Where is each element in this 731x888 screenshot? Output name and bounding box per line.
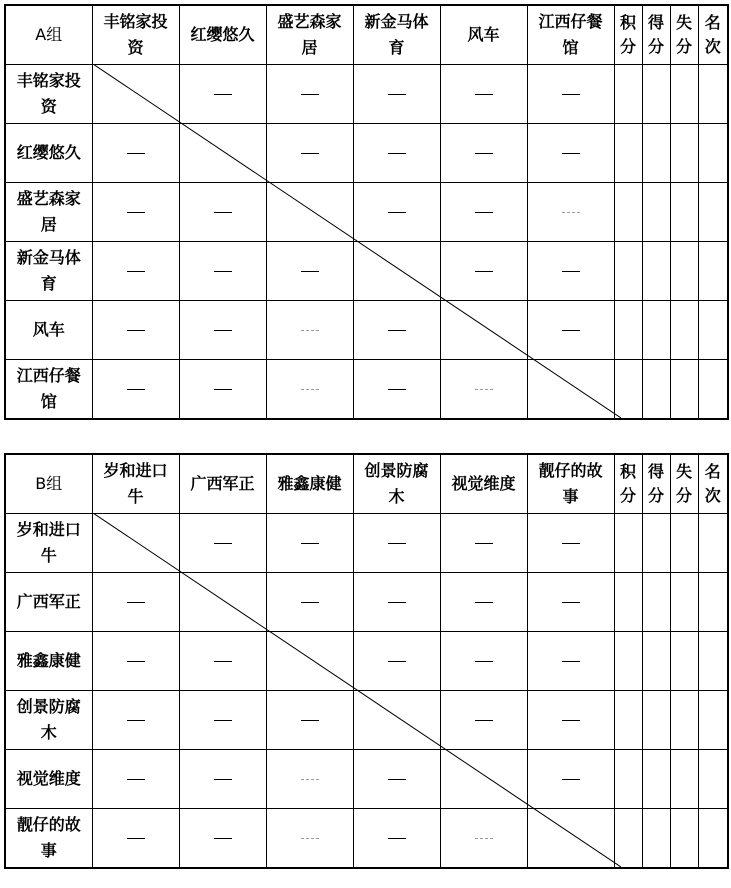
- row-team-header: [5, 124, 92, 183]
- table-row: [5, 301, 728, 360]
- match-result-cell: [353, 65, 440, 124]
- team-name: 雅鑫康健: [277, 474, 342, 493]
- no-result-dash: [301, 271, 319, 272]
- no-result-dash: [301, 543, 319, 544]
- stat-column-header: [698, 454, 728, 514]
- match-result-cell: [440, 65, 527, 124]
- match-result-cell: [179, 632, 266, 691]
- match-result-cell: [92, 242, 179, 301]
- no-result-dash: [214, 720, 232, 721]
- self-match-cell: [527, 360, 614, 420]
- match-result-cell: [266, 242, 353, 301]
- stat-label: 得分: [647, 12, 664, 56]
- team-name: 靓仔的故事: [16, 815, 81, 860]
- no-result-dash: [301, 838, 319, 839]
- match-result-cell: [266, 124, 353, 183]
- match-result-cell: [527, 750, 614, 809]
- match-result-cell: [92, 360, 179, 420]
- no-result-dash: [301, 330, 319, 331]
- no-result-dash: [475, 838, 493, 839]
- no-result-dash: [388, 661, 406, 662]
- column-team-header: [266, 5, 353, 65]
- match-result-cell: [353, 809, 440, 869]
- column-team-header: [179, 5, 266, 65]
- self-match-cell: [266, 183, 353, 242]
- match-result-cell: [527, 691, 614, 750]
- self-match-cell: [92, 65, 179, 124]
- stat-label: 失分: [675, 461, 692, 505]
- no-result-dash: [214, 94, 232, 95]
- table-row: [5, 242, 728, 301]
- no-result-dash: [388, 389, 406, 390]
- no-result-dash: [562, 720, 580, 721]
- team-name: 盛艺森家居: [16, 189, 81, 234]
- stat-value-cell: [614, 124, 642, 183]
- match-result-cell: [179, 360, 266, 420]
- stat-value-cell: [698, 183, 728, 242]
- no-result-dash: [214, 271, 232, 272]
- stat-column-header: [670, 454, 698, 514]
- stat-value-cell: [670, 573, 698, 632]
- row-team-header: [5, 242, 92, 301]
- stat-value-cell: [642, 514, 670, 573]
- match-result-cell: [92, 124, 179, 183]
- match-result-cell: [179, 242, 266, 301]
- no-result-dash: [301, 779, 319, 780]
- no-result-dash: [301, 389, 319, 390]
- no-result-dash: [562, 153, 580, 154]
- row-team-header: [5, 65, 92, 124]
- stat-value-cell: [614, 183, 642, 242]
- row-team-header: [5, 632, 92, 691]
- table-row: [5, 124, 728, 183]
- no-result-dash: [475, 389, 493, 390]
- stat-value-cell: [614, 242, 642, 301]
- column-team-header: [527, 5, 614, 65]
- stat-value-cell: [642, 183, 670, 242]
- team-name: 广西军正: [16, 592, 81, 611]
- no-result-dash: [475, 543, 493, 544]
- no-result-dash: [388, 779, 406, 780]
- column-team-header: [92, 454, 179, 514]
- no-result-dash: [562, 543, 580, 544]
- stat-label: 积分: [619, 12, 636, 56]
- team-name: 红缨悠久: [190, 25, 255, 44]
- match-result-cell: [92, 183, 179, 242]
- row-team-header: [5, 573, 92, 632]
- stat-value-cell: [642, 301, 670, 360]
- match-result-cell: [266, 573, 353, 632]
- no-result-dash: [388, 602, 406, 603]
- stat-value-cell: [698, 514, 728, 573]
- match-result-cell: [266, 809, 353, 869]
- match-result-cell: [440, 809, 527, 869]
- stat-value-cell: [642, 360, 670, 420]
- stat-column-header: [670, 5, 698, 65]
- stat-value-cell: [698, 301, 728, 360]
- stat-value-cell: [614, 809, 642, 869]
- group-a-table: [4, 4, 727, 420]
- team-name: 视觉维度: [451, 474, 516, 493]
- column-team-header: [353, 454, 440, 514]
- stat-value-cell: [670, 360, 698, 420]
- no-result-dash: [127, 212, 145, 213]
- stat-value-cell: [670, 301, 698, 360]
- row-team-header: [5, 301, 92, 360]
- team-name: 岁和进口牛: [16, 520, 81, 565]
- no-result-dash: [214, 212, 232, 213]
- stat-column-header: [614, 454, 642, 514]
- column-team-header: [440, 454, 527, 514]
- stat-value-cell: [698, 573, 728, 632]
- match-result-cell: [266, 514, 353, 573]
- match-result-cell: [92, 632, 179, 691]
- team-name: 江西仔餐馆: [16, 366, 81, 411]
- no-result-dash: [475, 271, 493, 272]
- no-result-dash: [214, 838, 232, 839]
- group-label: A组: [5, 5, 92, 65]
- stat-value-cell: [642, 809, 670, 869]
- column-team-header: [266, 454, 353, 514]
- match-result-cell: [440, 573, 527, 632]
- match-result-cell: [353, 360, 440, 420]
- no-result-dash: [562, 779, 580, 780]
- stat-value-cell: [614, 691, 642, 750]
- match-result-cell: [527, 301, 614, 360]
- match-result-cell: [440, 242, 527, 301]
- no-result-dash: [388, 94, 406, 95]
- table-row: [5, 750, 728, 809]
- stat-label: 积分: [619, 461, 636, 505]
- match-result-cell: [179, 65, 266, 124]
- match-result-cell: [440, 691, 527, 750]
- match-result-cell: [179, 809, 266, 869]
- no-result-dash: [301, 720, 319, 721]
- no-result-dash: [127, 271, 145, 272]
- match-result-cell: [92, 573, 179, 632]
- row-team-header: [5, 691, 92, 750]
- self-match-cell: [353, 242, 440, 301]
- row-team-header: [5, 809, 92, 869]
- stat-value-cell: [614, 65, 642, 124]
- match-result-cell: [179, 691, 266, 750]
- table-row: [5, 809, 728, 869]
- match-result-cell: [527, 514, 614, 573]
- group-label: B组: [5, 454, 92, 514]
- round-robin-table: [4, 4, 729, 420]
- team-name: 丰铭家投资: [16, 71, 81, 116]
- column-team-header: [527, 454, 614, 514]
- no-result-dash: [475, 212, 493, 213]
- no-result-dash: [562, 94, 580, 95]
- match-result-cell: [527, 183, 614, 242]
- match-result-cell: [266, 301, 353, 360]
- match-result-cell: [92, 691, 179, 750]
- team-name: 江西仔餐馆: [538, 12, 603, 57]
- table-row: [5, 65, 728, 124]
- stat-value-cell: [698, 242, 728, 301]
- row-team-header: [5, 183, 92, 242]
- table-row: [5, 360, 728, 420]
- match-result-cell: [353, 124, 440, 183]
- no-result-dash: [214, 543, 232, 544]
- self-match-cell: [266, 632, 353, 691]
- team-name: 创景防腐木: [16, 697, 81, 742]
- table-row: [5, 691, 728, 750]
- self-match-cell: [179, 573, 266, 632]
- no-result-dash: [301, 153, 319, 154]
- no-result-dash: [475, 661, 493, 662]
- no-result-dash: [127, 838, 145, 839]
- match-result-cell: [179, 301, 266, 360]
- match-result-cell: [527, 65, 614, 124]
- team-name: 新金马体育: [16, 248, 81, 293]
- no-result-dash: [475, 720, 493, 721]
- match-result-cell: [179, 750, 266, 809]
- team-name: 风车: [467, 25, 500, 44]
- no-result-dash: [214, 779, 232, 780]
- stat-value-cell: [698, 750, 728, 809]
- no-result-dash: [388, 543, 406, 544]
- stat-value-cell: [614, 360, 642, 420]
- self-match-cell: [353, 691, 440, 750]
- stat-value-cell: [614, 301, 642, 360]
- match-result-cell: [527, 632, 614, 691]
- match-result-cell: [440, 124, 527, 183]
- match-result-cell: [440, 514, 527, 573]
- no-result-dash: [388, 212, 406, 213]
- stat-value-cell: [642, 65, 670, 124]
- column-team-header: [92, 5, 179, 65]
- no-result-dash: [388, 330, 406, 331]
- match-result-cell: [92, 750, 179, 809]
- row-team-header: [5, 750, 92, 809]
- match-result-cell: [266, 360, 353, 420]
- match-result-cell: [266, 65, 353, 124]
- match-result-cell: [527, 573, 614, 632]
- column-team-header: [440, 5, 527, 65]
- self-match-cell: [527, 809, 614, 869]
- stat-value-cell: [698, 65, 728, 124]
- stat-label: 失分: [675, 12, 692, 56]
- no-result-dash: [475, 602, 493, 603]
- match-result-cell: [92, 809, 179, 869]
- self-match-cell: [92, 514, 179, 573]
- no-result-dash: [127, 389, 145, 390]
- stat-value-cell: [670, 691, 698, 750]
- table-row: [5, 632, 728, 691]
- stat-value-cell: [642, 573, 670, 632]
- no-result-dash: [214, 661, 232, 662]
- no-result-dash: [475, 94, 493, 95]
- table-row: [5, 183, 728, 242]
- self-match-cell: [440, 301, 527, 360]
- match-result-cell: [527, 242, 614, 301]
- team-name: 丰铭家投资: [103, 12, 168, 57]
- stat-value-cell: [614, 632, 642, 691]
- round-robin-table: [4, 453, 729, 869]
- no-result-dash: [301, 602, 319, 603]
- table-row: [5, 514, 728, 573]
- match-result-cell: [353, 573, 440, 632]
- stat-value-cell: [670, 124, 698, 183]
- stat-column-header: [642, 5, 670, 65]
- stat-value-cell: [642, 632, 670, 691]
- stat-value-cell: [670, 183, 698, 242]
- match-result-cell: [266, 691, 353, 750]
- stat-value-cell: [670, 242, 698, 301]
- team-name: 靓仔的故事: [538, 461, 603, 506]
- match-result-cell: [440, 632, 527, 691]
- header-row: [5, 454, 728, 514]
- stat-label: 名次: [704, 12, 721, 56]
- column-team-header: [353, 5, 440, 65]
- stat-label: 得分: [647, 461, 664, 505]
- match-result-cell: [92, 301, 179, 360]
- stat-value-cell: [698, 691, 728, 750]
- stat-value-cell: [642, 691, 670, 750]
- stat-value-cell: [670, 632, 698, 691]
- no-result-dash: [127, 779, 145, 780]
- no-result-dash: [562, 330, 580, 331]
- stat-value-cell: [698, 809, 728, 869]
- no-result-dash: [475, 153, 493, 154]
- team-name: 红缨悠久: [16, 143, 81, 162]
- no-result-dash: [388, 153, 406, 154]
- no-result-dash: [214, 330, 232, 331]
- row-team-header: [5, 514, 92, 573]
- stat-column-header: [614, 5, 642, 65]
- group-b-table: [4, 453, 727, 869]
- no-result-dash: [127, 153, 145, 154]
- stat-value-cell: [670, 65, 698, 124]
- no-result-dash: [301, 94, 319, 95]
- match-result-cell: [353, 750, 440, 809]
- team-name: 新金马体育: [364, 12, 429, 57]
- stat-value-cell: [670, 809, 698, 869]
- no-result-dash: [388, 838, 406, 839]
- stat-value-cell: [614, 514, 642, 573]
- stat-value-cell: [614, 750, 642, 809]
- match-result-cell: [179, 514, 266, 573]
- self-match-cell: [179, 124, 266, 183]
- match-result-cell: [353, 183, 440, 242]
- stat-value-cell: [698, 124, 728, 183]
- match-result-cell: [527, 124, 614, 183]
- stat-value-cell: [642, 750, 670, 809]
- no-result-dash: [562, 661, 580, 662]
- stat-column-header: [698, 5, 728, 65]
- no-result-dash: [127, 330, 145, 331]
- header-row: [5, 5, 728, 65]
- match-result-cell: [440, 183, 527, 242]
- match-result-cell: [353, 301, 440, 360]
- team-name: 盛艺森家居: [277, 12, 342, 57]
- column-team-header: [179, 454, 266, 514]
- team-name: 雅鑫康健: [16, 651, 81, 670]
- stat-value-cell: [614, 573, 642, 632]
- no-result-dash: [127, 602, 145, 603]
- no-result-dash: [562, 602, 580, 603]
- no-result-dash: [214, 389, 232, 390]
- stat-value-cell: [670, 750, 698, 809]
- no-result-dash: [562, 212, 580, 213]
- no-result-dash: [562, 271, 580, 272]
- match-result-cell: [353, 632, 440, 691]
- team-name: 岁和进口牛: [103, 461, 168, 506]
- match-result-cell: [353, 514, 440, 573]
- team-name: 广西军正: [190, 474, 255, 493]
- stat-value-cell: [670, 514, 698, 573]
- no-result-dash: [127, 720, 145, 721]
- table-row: [5, 573, 728, 632]
- self-match-cell: [440, 750, 527, 809]
- stat-value-cell: [642, 242, 670, 301]
- match-result-cell: [266, 750, 353, 809]
- row-team-header: [5, 360, 92, 420]
- team-name: 创景防腐木: [364, 461, 429, 506]
- stat-value-cell: [642, 124, 670, 183]
- match-result-cell: [179, 183, 266, 242]
- team-name: 视觉维度: [16, 769, 81, 788]
- stat-label: 名次: [704, 461, 721, 505]
- stat-value-cell: [698, 360, 728, 420]
- stat-column-header: [642, 454, 670, 514]
- match-result-cell: [440, 360, 527, 420]
- team-name: 风车: [32, 320, 65, 339]
- no-result-dash: [127, 661, 145, 662]
- stat-value-cell: [698, 632, 728, 691]
